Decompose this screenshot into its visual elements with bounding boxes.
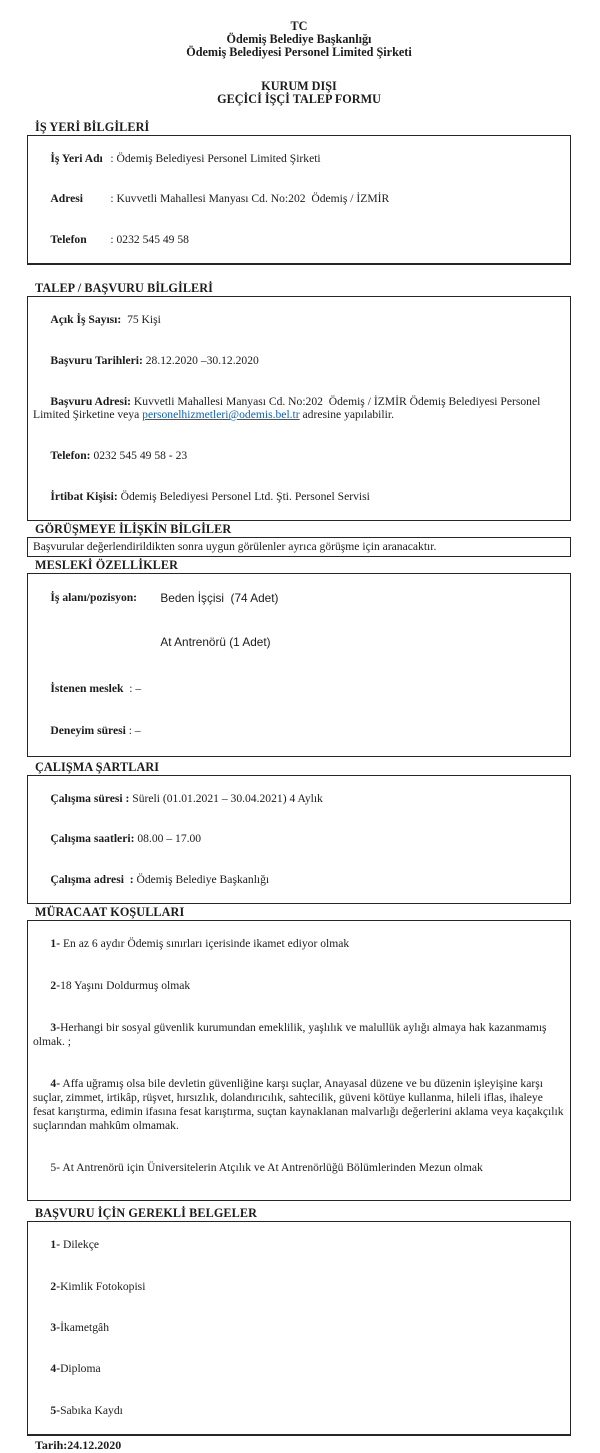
pozisyon-row [33,576,564,620]
muracaat-item-2-text: 18 Yaşını Doldurmuş olmak [60,979,191,993]
basvuru-adresi-row [33,381,564,435]
gorusme-box [27,537,571,558]
irtibat-row [33,476,564,517]
muracaat-item-1-num: 1- [50,937,61,951]
date-line: Tarih:24.12.2020 [35,1438,122,1453]
header-kurum-disi: KURUM DIŞI [261,79,337,93]
belge-item-1 [33,1224,564,1265]
calisma-adresi-row [33,860,564,901]
document-header [27,20,571,106]
muracaat-item-4 [33,1063,567,1147]
section-title-mesleki: MESLEKİ ÖZELLİKLER [35,558,179,573]
basvuru-tarihleri-row [33,340,564,381]
muracaat-item-5-text: At Antrenörü için Üniversitelerin Atçılık ve At Antrenörlüğü Bölümlerinden Mezun olmak [60,1161,483,1175]
irtibat-label: İrtibat Kişisi: [50,489,118,503]
deneyim-suresi-label: Deneyim süresi [50,724,126,738]
belge-item-5-text: Sabıka Kaydı [60,1403,123,1417]
acik-is-value: 75 Kişi [121,312,161,326]
section-title-gorusme: GÖRÜŞMEYE İLİŞKİN BİLGİLER [35,521,232,536]
muracaat-item-4-num: 4- [50,1077,61,1091]
talep-telefon-row [33,435,564,476]
calisma-suresi-label: Çalışma süresi : [50,791,130,805]
basvuru-adresi-text-end: adresine yapılabilir. [299,408,394,422]
belge-item-1-num: 1- [50,1238,61,1252]
irtibat-value: Ödemiş Belediyesi Personel Ltd. Şti. Personel Servisi [117,489,370,503]
basvuru-adresi-label: Başvuru Adresi: [50,394,132,408]
belge-item-3-text: İkametgâh [60,1320,109,1334]
calisma-saatleri-value: 08.00 – 17.00 [134,832,202,846]
talep-telefon-label: Telefon: [50,448,91,462]
header-belediye: Ödemiş Belediye Başkanlığı [226,32,372,46]
mesleki-box [27,573,571,757]
belge-item-5 [33,1390,564,1431]
muracaat-item-5-num: 5- [50,1161,61,1175]
belge-item-2-num: 2- [50,1279,61,1293]
belge-item-2 [33,1266,564,1307]
muracaat-item-3-num: 3- [50,1021,61,1035]
muracaat-item-3-text: Herhangi bir sosyal güvenlik kurumundan emeklilik, yaşlılık ve malullük aylığı almaya hak kazanmamış olmak. ; [33,1021,550,1049]
deneyim-suresi-row [33,710,564,753]
section-title-muracaat: MÜRACAAT KOŞULLARI [35,905,185,920]
talep-telefon-value: 0232 545 49 58 - 23 [90,448,188,462]
form-title: GEÇİCİ İŞÇİ TALEP FORMU [217,92,381,106]
istenen-meslek-value: : – [123,681,142,695]
is-yeri-box [27,135,571,265]
calisma-box [27,775,571,904]
istenen-meslek-label: İstenen meslek [50,681,124,695]
muracaat-item-3 [33,1007,564,1063]
basvuru-adresi-text: Kuvvetli Mahallesi Manyası Cd. No:202 Ödemiş / İZMİR Ödemiş Belediyesi Personel Limited Şirketine veya [33,394,544,422]
pozisyon-value-1: Beden İşçisi (74 Adet) [160,590,279,605]
muracaat-item-5 [33,1147,564,1189]
telefon-label: Telefon [50,233,87,247]
section-title-is-yeri: İŞ YERİ BİLGİLERİ [35,120,150,134]
muracaat-item-2-num: 2- [50,979,61,993]
deneyim-suresi-value: : – [125,724,141,738]
adresi-row [33,179,564,220]
header-sirket: Ödemiş Belediyesi Personel Limited Şirketi [186,45,412,59]
muracaat-item-2 [33,965,564,1007]
muracaat-item-1-text: En az 6 aydır Ödemiş sınırları içerisinde ikamet ediyor olmak [60,937,350,951]
basvuru-tarihleri-label: Başvuru Tarihleri: [50,353,143,367]
calisma-adresi-value: Ödemiş Belediye Başkanlığı [133,873,270,887]
calisma-suresi-value: Süreli (01.01.2021 – 30.04.2021) 4 Aylık [129,791,323,805]
is-yeri-adi-label: İş Yeri Adı [50,151,103,165]
calisma-suresi-row [33,778,564,819]
pozisyon-value-2: At Antrenörü (1 Adet) [160,634,271,649]
belge-item-2-text: Kimlik Fotokopisi [60,1279,146,1293]
muracaat-item-4-text: Affa uğramış olsa bile devletin güvenliğine karşı suçlar, Anayasal düzene ve bu düzenin işleyişine karşı suçlar, zimmet, irtikâp, rüşvet, hırsızlık, dolandırıcılık, sahtecilik, güveni kötüye kullanma, hileli iflas, ihaleye fesat karıştırma, edimin ifasına fesat karıştırma, suçtan kaynaklanan malvarlığı değerlerini aklama veya kaçakçılık suçlarından mahkûm olmamak. [33,1077,567,1133]
belge-item-3 [33,1307,564,1348]
section-title-belgeler: BAŞVURU İÇİN GEREKLİ BELGELER [35,1206,257,1221]
belgeler-box [27,1221,571,1436]
acik-is-label: Açık İş Sayısı: [50,312,122,326]
telefon-value: : 0232 545 49 58 [110,233,189,247]
is-yeri-adi-value: : Ödemiş Belediyesi Personel Limited Şirketi [110,151,321,165]
header-tc: TC [290,19,308,33]
gorusme-text: Başvurular değerlendirildikten sonra uygun görülenler ayrıca görüşme için aranacaktır. [33,539,437,553]
muracaat-item-1 [33,923,564,965]
header-spacer [27,59,571,80]
adresi-value: : Kuvvetli Mahallesi Manyası Cd. No:202 Ödemiş / İZMİR [110,192,390,206]
section-title-talep: TALEP / BAŞVURU BİLGİLERİ [35,281,214,296]
muracaat-box [27,920,571,1201]
telefon-row [33,220,564,261]
istenen-meslek-row [33,667,564,710]
email-link[interactable]: personelhizmetleri@odemis.bel.tr [142,408,300,422]
pozisyon-label: İş alanı/pozisyon: [50,590,138,604]
belge-item-4-num: 4- [50,1362,61,1376]
basvuru-tarihleri-value: 28.12.2020 –30.12.2020 [142,353,259,367]
calisma-saatleri-row [33,819,564,860]
belge-item-5-num: 5- [50,1403,61,1417]
talep-box [27,296,571,521]
belge-item-1-text: Dilekçe [60,1238,100,1252]
calisma-saatleri-label: Çalışma saatleri: [50,832,135,846]
belge-item-4 [33,1349,564,1390]
section-title-calisma: ÇALIŞMA ŞARTLARI [35,760,160,774]
calisma-adresi-label: Çalışma adresi : [50,873,134,887]
acik-is-row [33,299,564,340]
pozisyon-row-2 [33,620,564,664]
belge-item-3-num: 3- [50,1320,61,1334]
is-yeri-adi-row [33,138,564,179]
belge-item-4-text: Diploma [60,1362,101,1376]
adresi-label: Adresi [50,192,84,206]
